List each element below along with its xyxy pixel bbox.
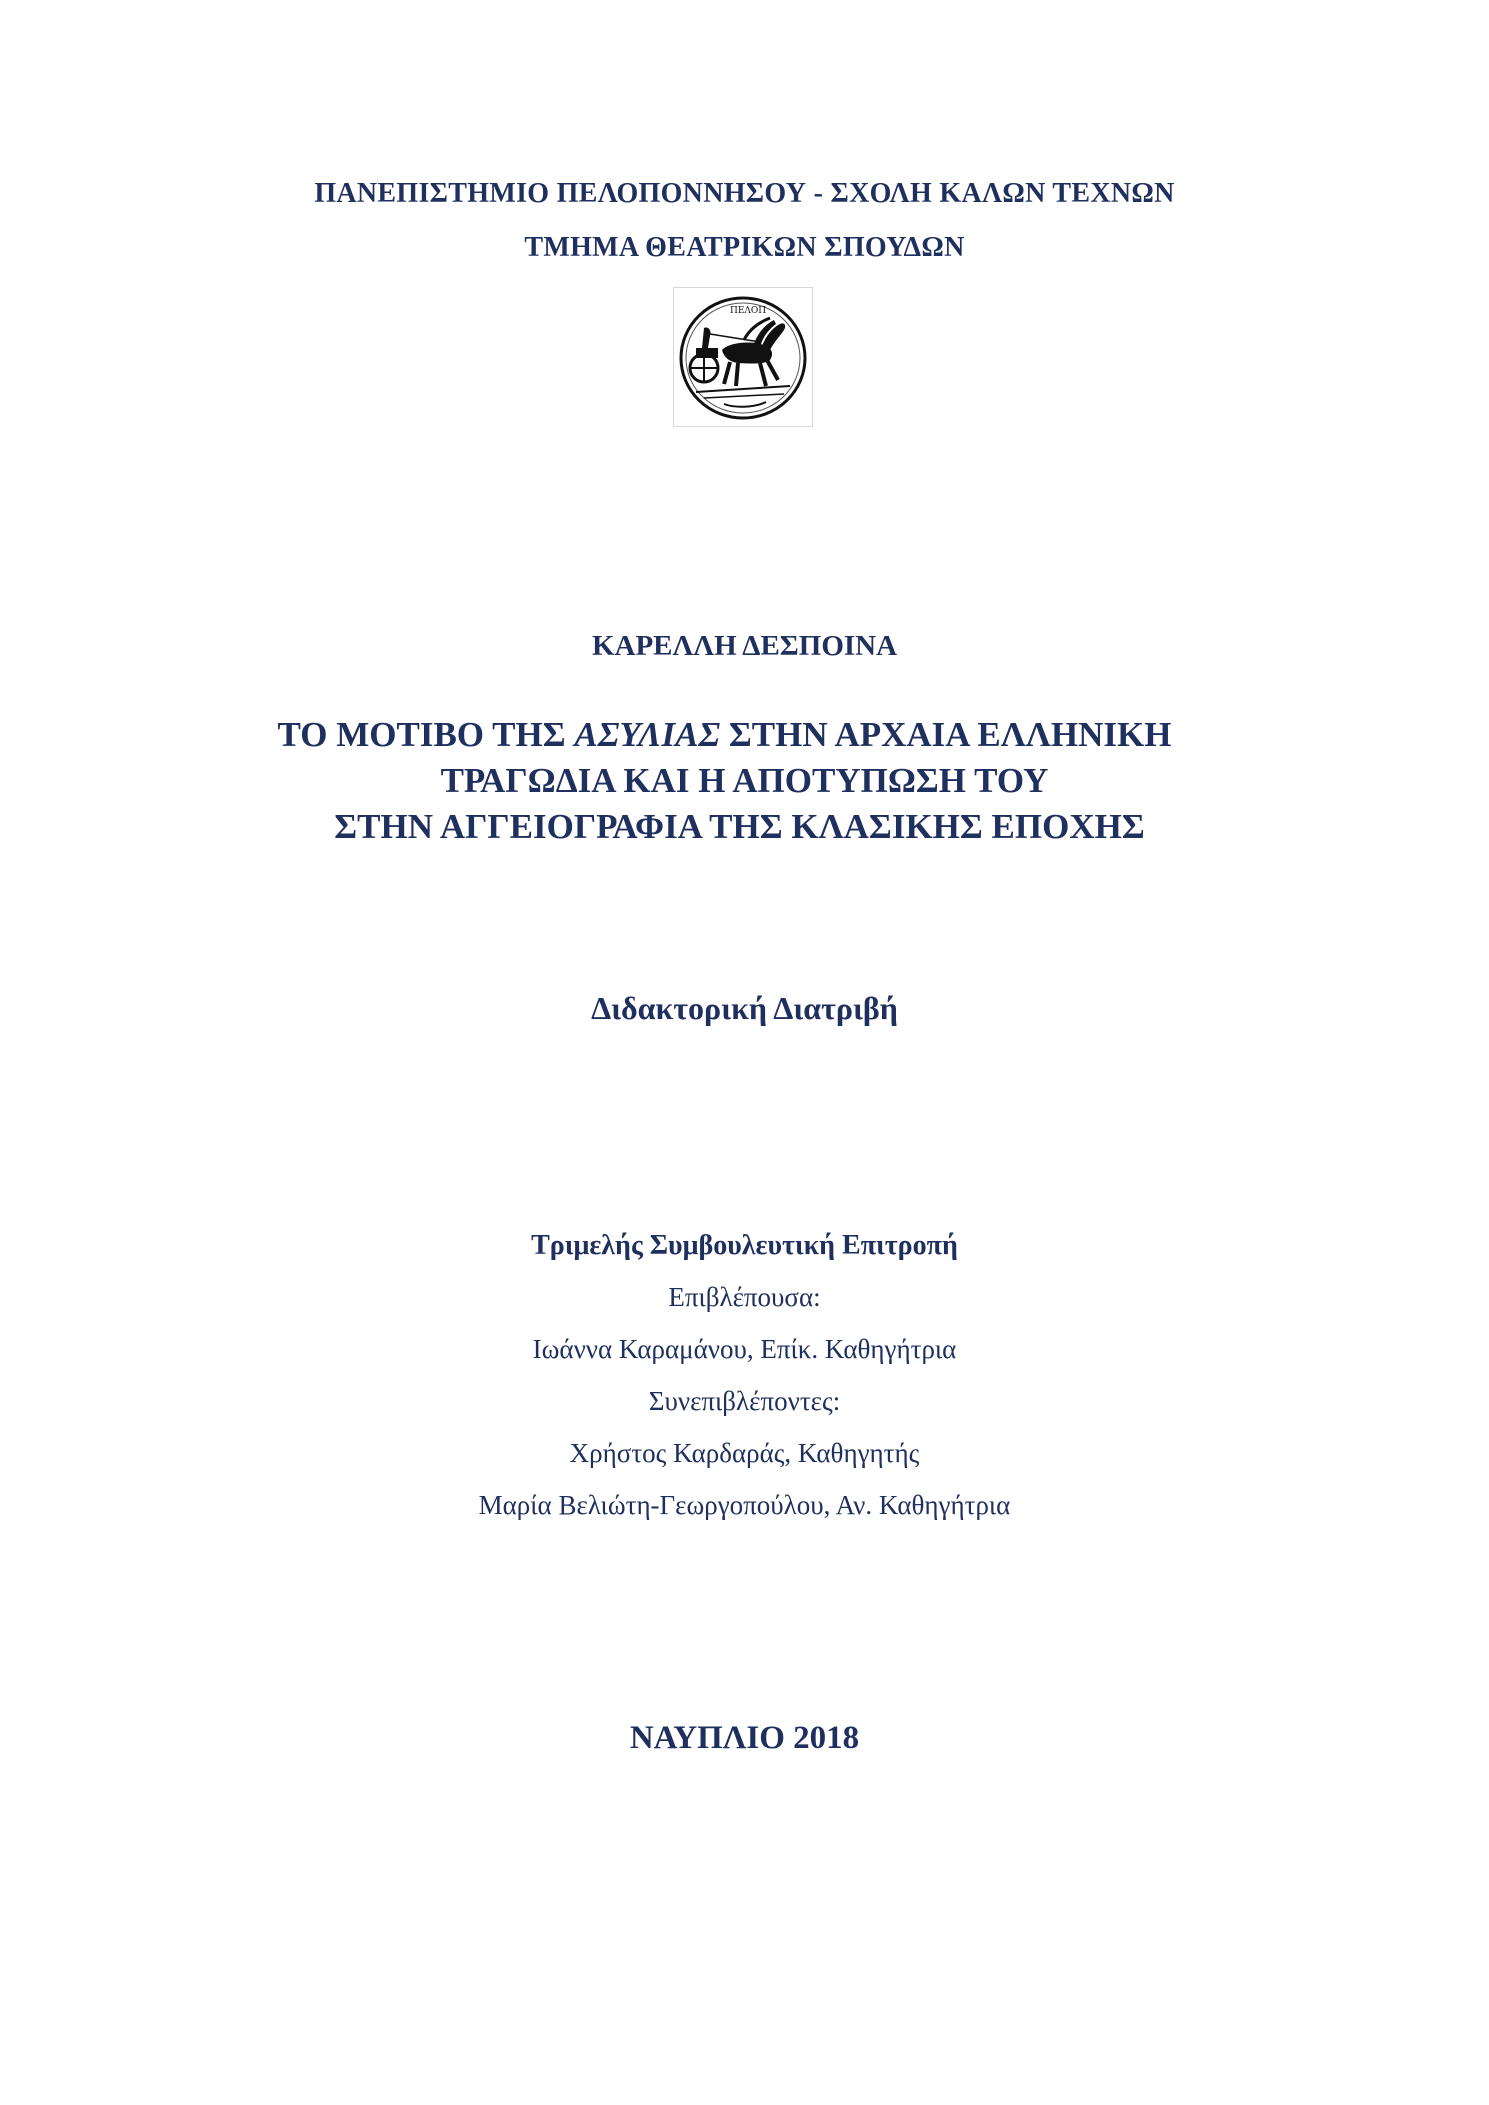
thesis-title [0,712,1489,850]
title-italic-word: ΑΣΥΛΙΑΣ [574,715,721,754]
thesis-type: Διδακτορική Διατριβή [591,990,898,1026]
department-name: ΤΜΗΜΑ ΘΕΑΤΡΙΚΩΝ ΣΠΟΥΔΩΝ [524,232,965,263]
committee-heading: Τριμελής Συμβουλευτική Επιτροπή [531,1230,958,1261]
title-line-2: ΤΡΑΓΩΔΙΑ ΚΑΙ Η ΑΠΟΤΥΠΩΣΗ ΤΟΥ [440,761,1049,800]
title-line-1: ΤΟ ΜΟΤΙΒΟ ΤΗΣ ΑΣΥΛΙΑΣ ΣΤΗΝ ΑΡΧΑΙΑ ΕΛΛΗΝΙΚΗ [277,715,1172,754]
place-year: ΝΑΥΠΛΙΟ 2018 [629,1720,860,1756]
supervisor-name: Ιωάννα Καραμάνου, Επίκ. Καθηγήτρια [532,1334,957,1364]
co-supervisors-label: Συνεπιβλέποντες: [648,1386,841,1416]
svg-text:ΠΕΛΟΠ: ΠΕΛΟΠ [730,306,767,316]
title-line-3: ΣΤΗΝ ΑΓΓΕΙΟΓΡΑΦΙΑ ΤΗΣ ΚΛΑΣΙΚΗΣ ΕΠΟΧΗΣ [334,807,1145,846]
university-seal [673,287,813,427]
co-supervisor-1: Χρήστος Καρδαράς, Καθηγητής [569,1438,920,1468]
author-name: ΚΑΡΕΛΛΗ ΔΕΣΠΟΙΝΑ [591,630,898,662]
university-name: ΠΑΝΕΠΙΣΤΗΜΙΟ ΠΕΛΟΠΟΝΝΗΣΟΥ - ΣΧΟΛΗ ΚΑΛΩΝ ΤΕΧΝΩΝ [314,178,1175,209]
chariot-coin-seal-icon [674,288,812,426]
supervisor-label: Επιβλέπουσα: [668,1282,821,1312]
co-supervisor-2: Μαρία Βελιώτη-Γεωργοπούλου, Αν. Καθηγήτρια [478,1490,1011,1520]
